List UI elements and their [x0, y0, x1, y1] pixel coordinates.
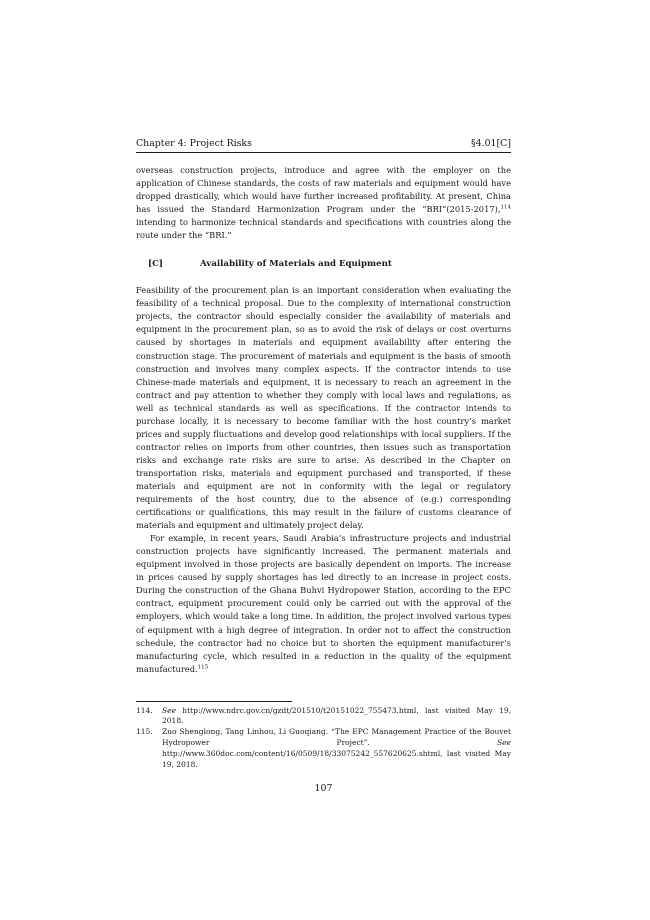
section-heading — [148, 259, 511, 269]
footnote-body: Zuo Shenglong, Tang Linhou, Li Guoqiang. “The EPC Management Practice of the Bouvet Hydropower Project”. — [162, 727, 511, 748]
page-number: 107 — [314, 783, 333, 795]
intro-paragraph — [136, 164, 511, 242]
section-number: [C] — [148, 259, 163, 270]
intro-text: overseas construction projects, introduce and agree with the employer on the application of Chinese standards, the costs of raw materials and equipment would have dropped drastically, which would have further increased profitability. At present, China has issued the Standard Harmonization Program under the “BRI”(2015-2017), — [136, 165, 511, 215]
footnote-115 — [136, 727, 511, 770]
footnote-body[interactable]: http://www.ndrc.gov.cn/gzdt/201510/t20151022_755473.html, last visited May 19, 2018. — [162, 705, 511, 726]
footnote-text — [162, 706, 511, 728]
section-reference: §4.01[C] — [470, 138, 511, 149]
footnote-see: See — [496, 738, 511, 748]
feasibility-paragraph: Feasibility of the procurement plan is an important consideration when evaluating the feasibility of a technical proposal. Due to the complexity of international construction projects, the contractor should especially consider the availability of materials and equipment in the procurement plan, so as to avoid the risk of delays or cost overturns caused by shortages in materials and equipment availability after entering the construction stage. The procurement of materials and equipment is the basis of smooth construction and involves many complex aspects. If the contractor intends to use Chinese-made materials and equipment, it is necessary to reach an agreement in the contract and pay attention to whether they comply with local laws and regulations, as well as technical standards as well as specifications. If the contractor intends to purchase locally, it is necessary to become familiar with the host country’s market prices and supply fluctuations and develop good relationships with local suppliers. If the contractor relies on imports from other countries, then issues such as transportation risks and exchange rate risks are sure to arise. As described in the Chapter on transportation risks, materials and equipment purchased and transported, if these materials and equipment are not in conformity with the legal or regulatory requirements of the host country, due to the absence of (e.g.) corresponding certifications or qualifications, this may result in the failure of customs clearance of materials and equipment and ultimately project delay. — [136, 285, 511, 531]
footnote-number: 115. — [136, 727, 153, 737]
footnote-ref-114[interactable]: 114 — [500, 204, 511, 211]
footnote-number: 114. — [136, 705, 153, 715]
section-title: Availability of Materials and Equipment — [200, 259, 392, 270]
footnote-text — [162, 727, 511, 770]
example-paragraph — [136, 532, 511, 676]
example-text: For example, in recent years, Saudi Arabia’s infrastructure projects and industrial construction projects have significantly increased. The permanent materials and equipment involved in those projects are basically dependent on imports. The increase in prices caused by supply shortages has led directly to an increase in project costs. During the construction of the Ghana Buhvi Hydropower Station, according to the EPC contract, equipment procurement could only be carried out with the approval of the employers, which would take a long time. In addition, the project involved various types of equipment with a high degree of integration. In order not to affect the construction schedule, the contractor had no choice but to shorten the equipment manufacturer’s manufacturing cycle, which resulted in a reduction in the quality of the equipment manufactured. — [136, 533, 511, 674]
footnote-ref-115[interactable]: 115 — [197, 664, 209, 671]
footnote-divider — [136, 701, 292, 702]
book-page — [136, 138, 511, 794]
running-head — [136, 138, 511, 153]
footnote-see: See — [162, 705, 177, 715]
intro-text-continued: intending to harmonize technical standards and specifications with countries along the route under the “BRI.” — [136, 217, 511, 241]
chapter-title: Chapter 4: Project Risks — [136, 138, 252, 149]
footnote-114 — [136, 706, 511, 728]
footnote-url[interactable]: http://www.360doc.com/content/16/0509/18/33075242_557620625.shtml, last visited May 19, 2018. — [162, 748, 511, 769]
footnotes — [136, 706, 511, 771]
